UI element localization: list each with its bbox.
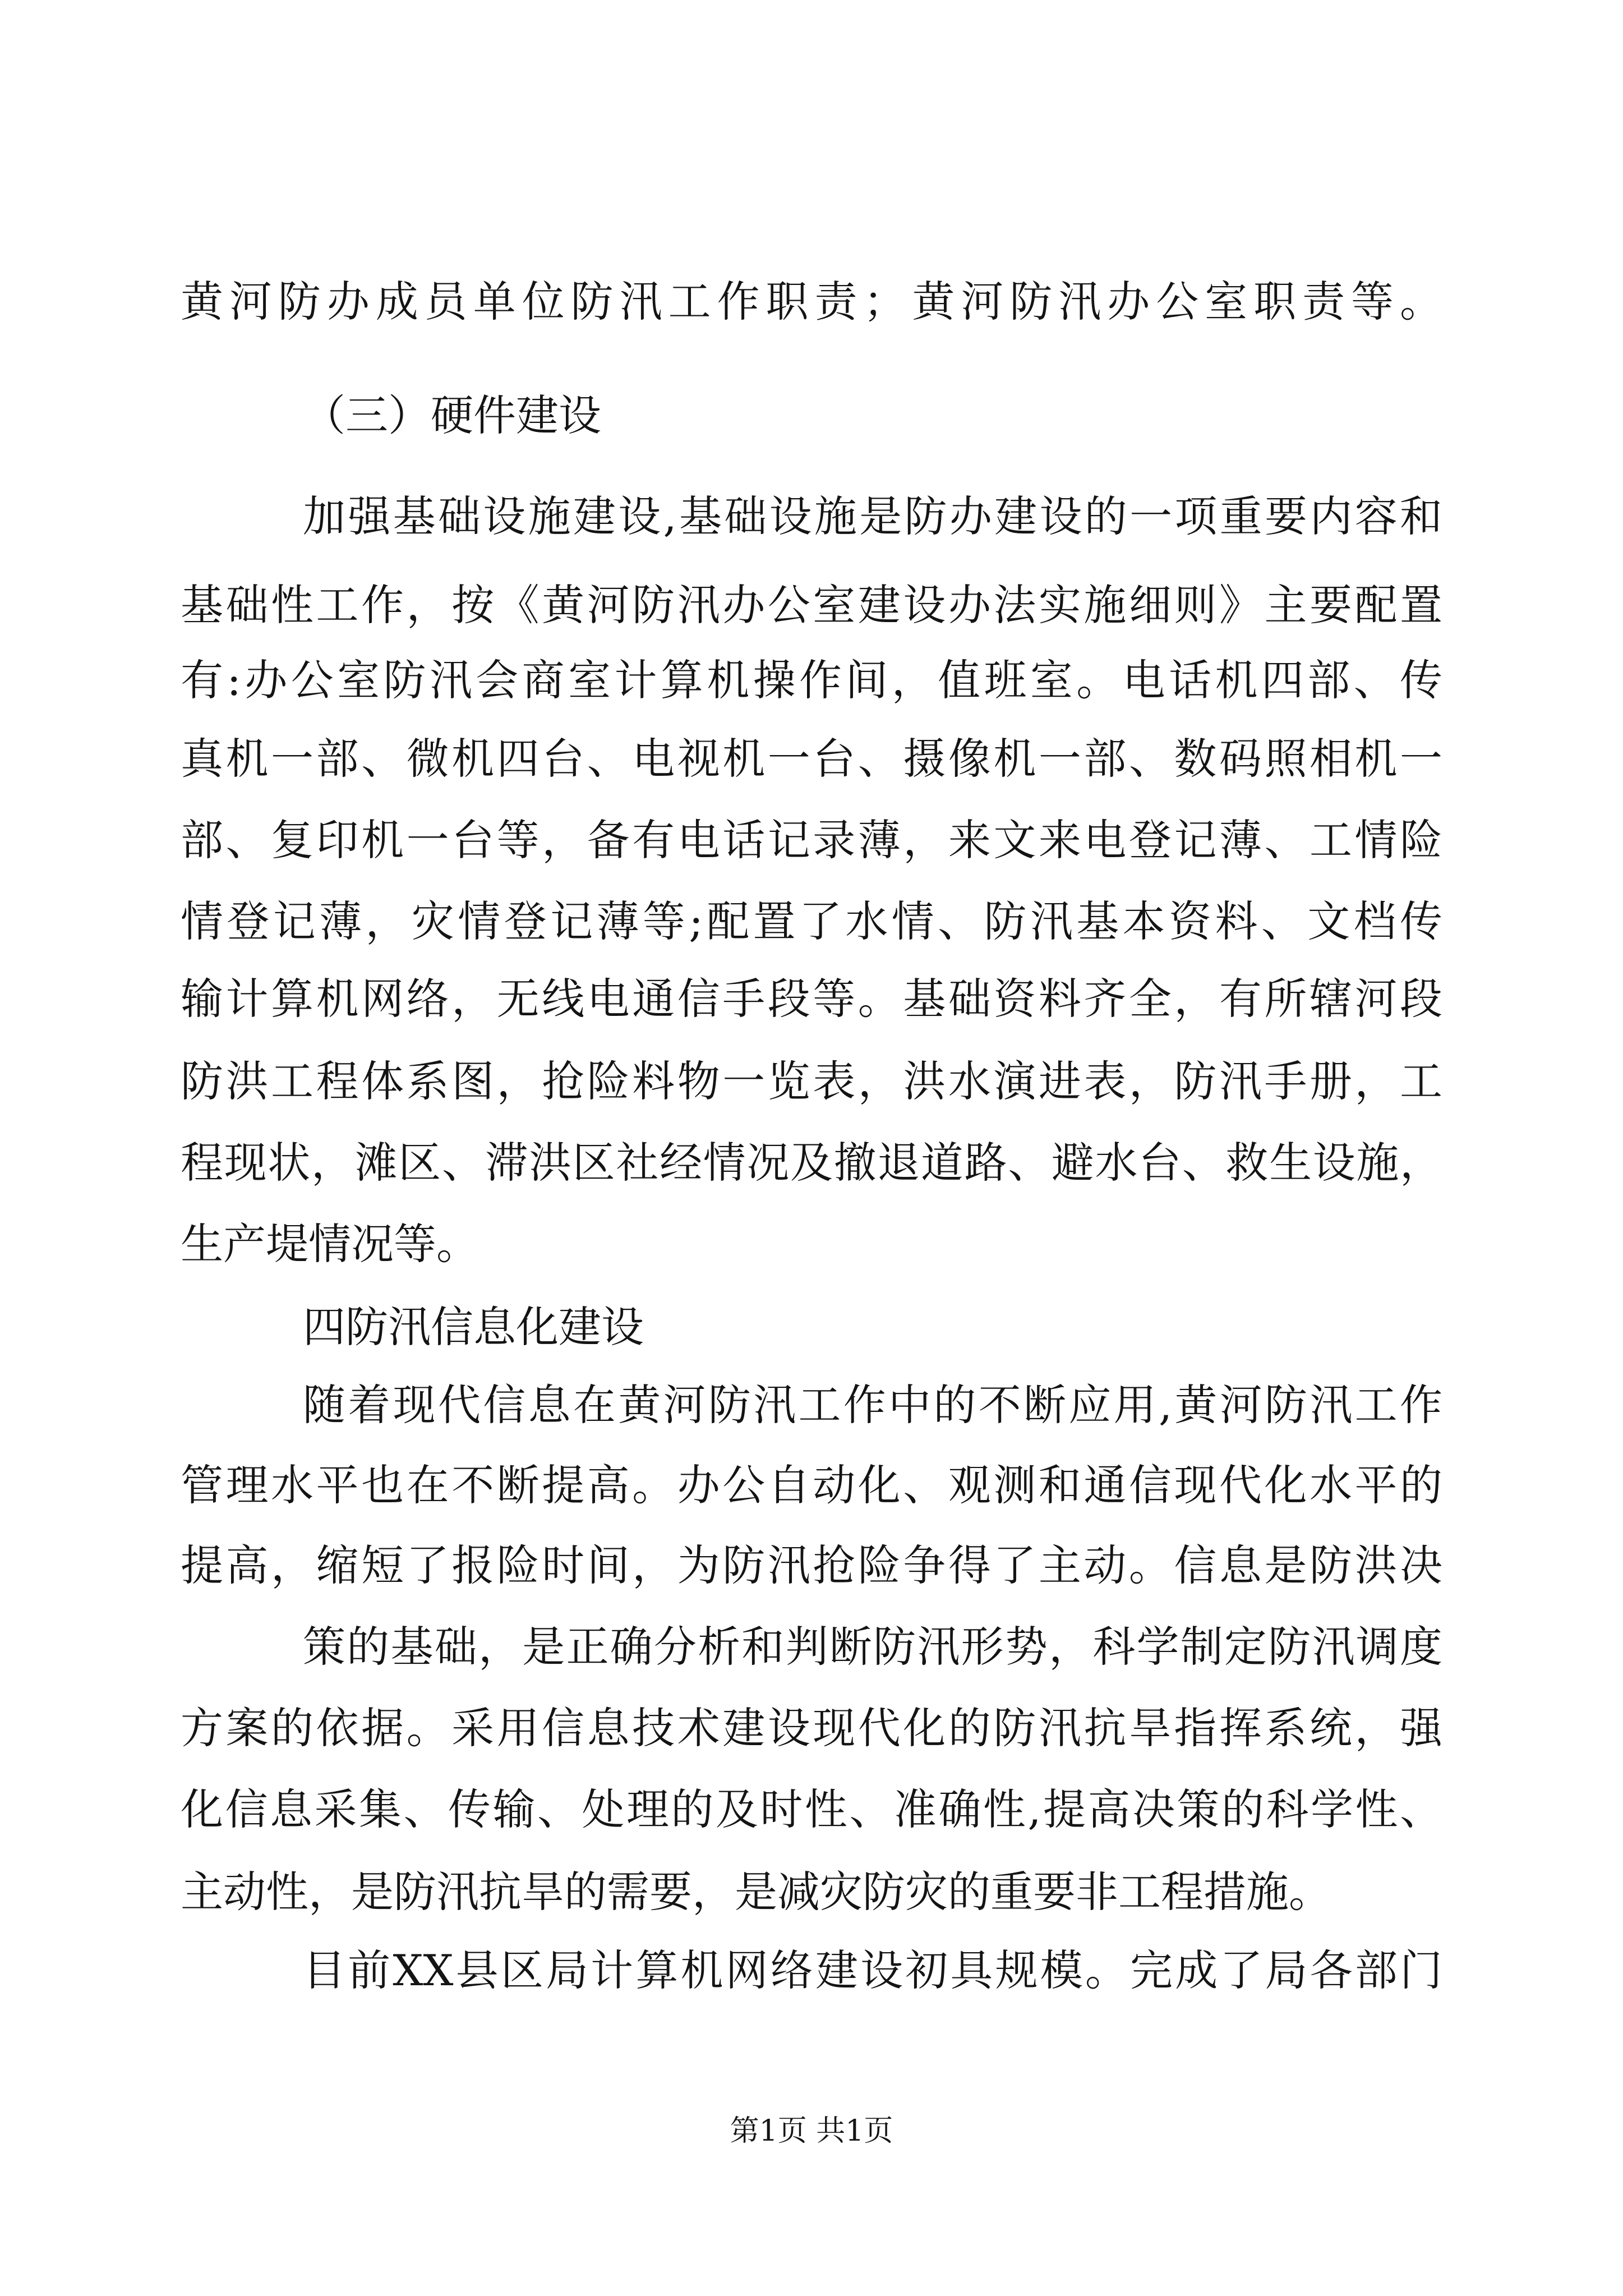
text-line: 目前XX县区局计算机网络建设初具规模。完成了局各部门 xyxy=(303,1945,1442,1995)
text-line: 程现状，滩区、滞洪区社经情况及撤退道路、避水台、救生设施， xyxy=(181,1138,1442,1188)
text-line: 策的基础，是正确分析和判断防汛形势，科学制定防汛调度 xyxy=(303,1622,1442,1672)
text-line: 主动性，是防汛抗旱的需要，是减灾防灾的重要非工程措施。 xyxy=(181,1867,1331,1917)
text-line: 有:办公室防汛会商室计算机操作间，值班室。电话机四部、传 xyxy=(181,655,1442,705)
section-heading: 四防汛信息化建设 xyxy=(303,1302,644,1352)
text-line: 防洪工程体系图，抢险料物一览表，洪水演进表，防汛手册，工 xyxy=(181,1056,1442,1106)
section-heading: （三）硬件建设 xyxy=(303,390,601,440)
text-line: 管理水平也在不断提高。办公自动化、观测和通信现代化水平的 xyxy=(181,1460,1442,1510)
text-line: 提高，缩短了报险时间，为防汛抢险争得了主动。信息是防洪决 xyxy=(181,1540,1442,1590)
text-line: 方案的依据。采用信息技术建设现代化的防汛抗旱指挥系统，强 xyxy=(181,1703,1442,1753)
text-line: 随着现代信息在黄河防汛工作中的不断应用,黄河防汛工作 xyxy=(303,1380,1442,1430)
text-line: 情登记薄，灾情登记薄等;配置了水情、防汛基本资料、文档传 xyxy=(181,896,1442,946)
text-line: 黄河防办成员单位防汛工作职责；黄河防汛办公室职责等。 xyxy=(181,277,1442,326)
text-line: 真机一部、微机四台、电视机一台、摄像机一部、数码照相机一 xyxy=(181,734,1442,784)
text-line: 生产堤情况等。 xyxy=(181,1219,479,1269)
page-footer: 第1页 共1页 xyxy=(730,2114,893,2148)
text-line: 基础性工作，按《黄河防汛办公室建设办法实施细则》主要配置 xyxy=(181,580,1442,630)
text-line: 输计算机网络，无线电通信手段等。基础资料齐全，有所辖河段 xyxy=(181,974,1442,1024)
text-line: 部、复印机一台等，备有电话记录薄，来文来电登记薄、工情险 xyxy=(181,815,1442,865)
text-line: 加强基础设施建设,基础设施是防办建设的一项重要内容和 xyxy=(303,491,1442,541)
text-line: 化信息采集、传输、处理的及时性、准确性,提高决策的科学性、 xyxy=(181,1784,1442,1834)
